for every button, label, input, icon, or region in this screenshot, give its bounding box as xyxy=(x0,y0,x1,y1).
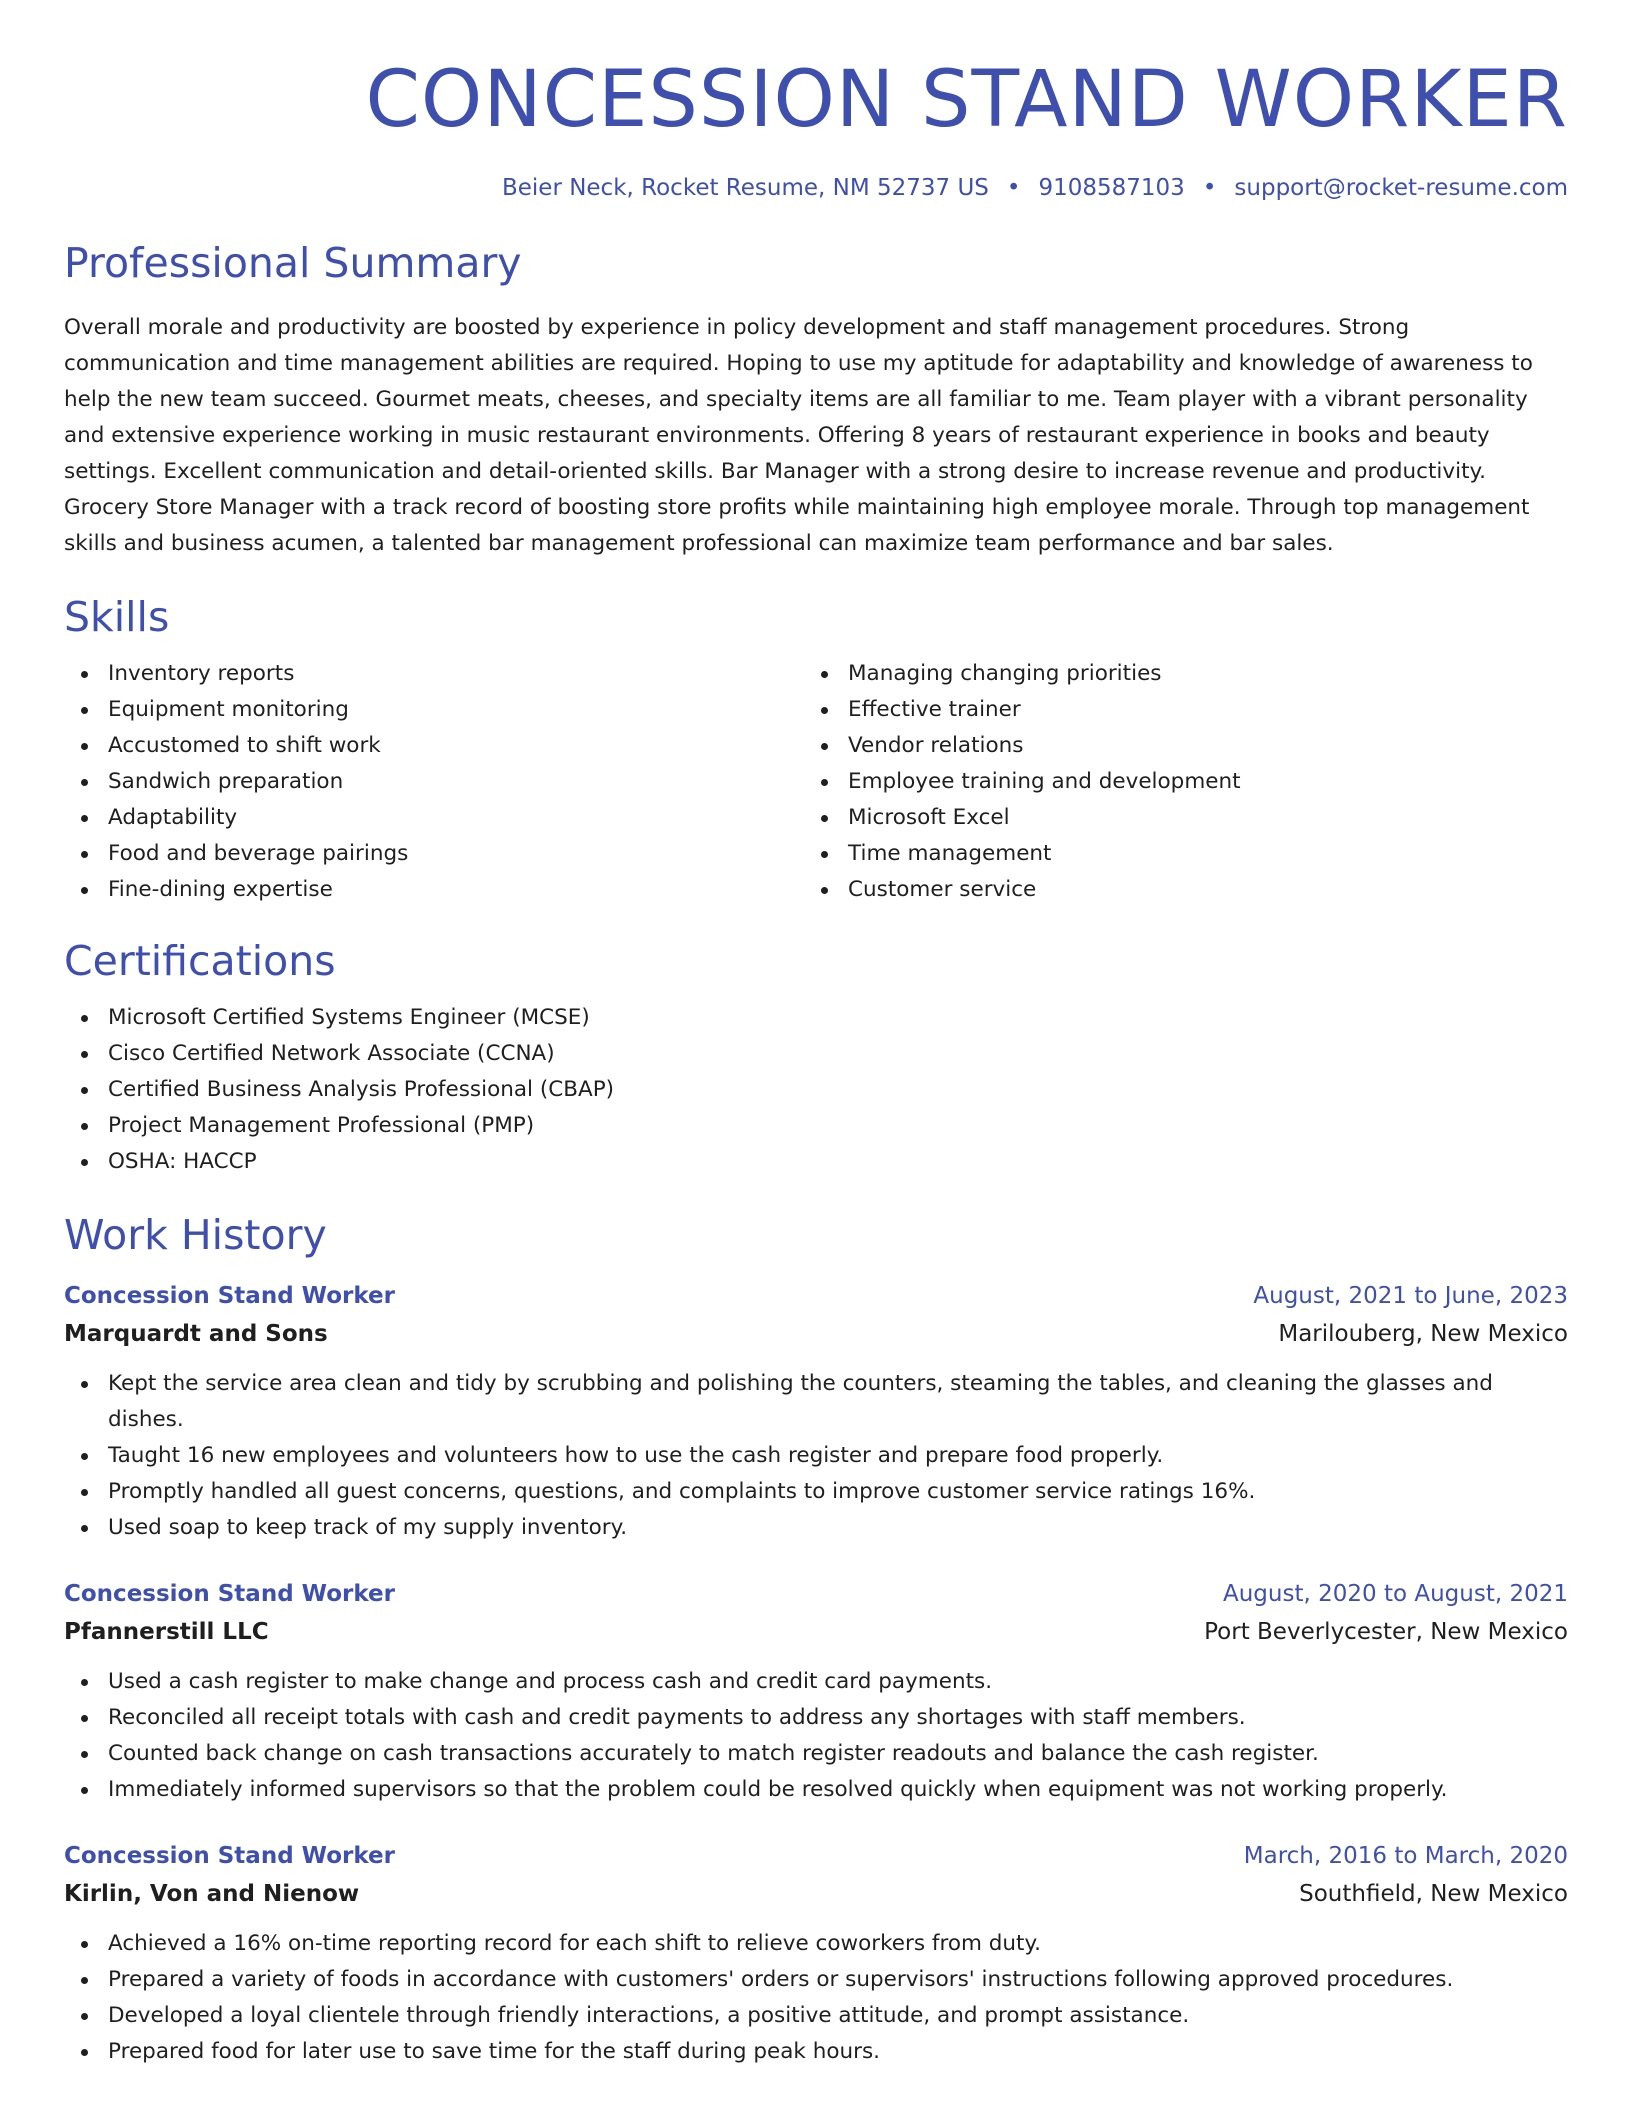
summary-section xyxy=(64,238,1568,562)
job-title-row xyxy=(64,1278,1568,1314)
skill-item: Time management xyxy=(804,836,1544,872)
contact-address: Beier Neck, Rocket Resume, NM 52737 US xyxy=(501,175,989,201)
job-location: Port Beverlycester, New Mexico xyxy=(1204,1619,1568,1645)
job-location: Southfield, New Mexico xyxy=(1299,1881,1568,1907)
job-entry xyxy=(64,1838,1568,2070)
contact-line xyxy=(64,172,1568,204)
job-duty-item: Used a cash register to make change and process cash and credit card payments. xyxy=(64,1664,1568,1700)
skill-item: Food and beverage pairings xyxy=(64,836,804,872)
job-company-row xyxy=(64,1874,1568,1914)
section-title-skills: Skills xyxy=(64,593,170,641)
skills-list-left xyxy=(64,656,804,908)
certifications-section xyxy=(64,936,1568,1180)
contact-phone: 9108587103 xyxy=(1038,175,1185,201)
job-dates: March, 2016 to March, 2020 xyxy=(1243,1843,1568,1869)
job-duties-list xyxy=(64,1366,1568,1546)
skill-item: Fine-dining expertise xyxy=(64,872,804,908)
job-duty-item: Kept the service area clean and tidy by scrubbing and polishing the counters, steaming the tables, and cleaning the glasses and dishes. xyxy=(64,1366,1568,1438)
job-duty-item: Taught 16 new employees and volunteers how to use the cash register and prepare food properly. xyxy=(64,1438,1568,1474)
section-title-certifications: Certifications xyxy=(64,937,336,985)
work-history-section xyxy=(64,1210,1568,2070)
certification-item: Cisco Certified Network Associate (CCNA) xyxy=(64,1036,1568,1072)
job-duties-list xyxy=(64,1926,1568,2070)
skills-section xyxy=(64,592,1568,908)
certification-item: Project Management Professional (PMP) xyxy=(64,1108,1568,1144)
job-duty-item: Reconciled all receipt totals with cash and credit payments to address any shortages with staff members. xyxy=(64,1700,1568,1736)
job-title: Concession Stand Worker xyxy=(64,1843,395,1869)
candidate-name: CONCESSION STAND WORKER xyxy=(365,55,1568,145)
job-title-row xyxy=(64,1838,1568,1874)
job-dates: August, 2021 to June, 2023 xyxy=(1253,1283,1568,1309)
skill-item: Employee training and development xyxy=(804,764,1544,800)
skill-item: Microsoft Excel xyxy=(804,800,1544,836)
certifications-list xyxy=(64,1000,1568,1180)
job-title: Concession Stand Worker xyxy=(64,1283,395,1309)
skill-item: Managing changing priorities xyxy=(804,656,1544,692)
job-company-row xyxy=(64,1314,1568,1354)
job-duty-item: Prepared food for later use to save time for the staff during peak hours. xyxy=(64,2034,1568,2070)
job-location: Marilouberg, New Mexico xyxy=(1278,1321,1568,1347)
job-entry xyxy=(64,1576,1568,1808)
job-duty-item: Used soap to keep track of my supply inventory. xyxy=(64,1510,1568,1546)
skill-item: Accustomed to shift work xyxy=(64,728,804,764)
skill-item: Effective trainer xyxy=(804,692,1544,728)
certification-item: OSHA: HACCP xyxy=(64,1144,1568,1180)
job-company: Marquardt and Sons xyxy=(64,1321,328,1347)
certification-item: Certified Business Analysis Professional (CBAP) xyxy=(64,1072,1568,1108)
skill-item: Sandwich preparation xyxy=(64,764,804,800)
job-duty-item: Achieved a 16% on-time reporting record for each shift to relieve coworkers from duty. xyxy=(64,1926,1568,1962)
job-duty-item: Immediately informed supervisors so that the problem could be resolved quickly when equipment was not working properly. xyxy=(64,1772,1568,1808)
section-title-work-history: Work History xyxy=(64,1211,327,1259)
certification-item: Microsoft Certified Systems Engineer (MCSE) xyxy=(64,1000,1568,1036)
job-company: Pfannerstill LLC xyxy=(64,1619,269,1645)
job-duty-item: Developed a loyal clientele through friendly interactions, a positive attitude, and prompt assistance. xyxy=(64,1998,1568,2034)
skill-item: Adaptability xyxy=(64,800,804,836)
job-duties-list xyxy=(64,1664,1568,1808)
skill-item: Equipment monitoring xyxy=(64,692,804,728)
resume-header xyxy=(64,0,1568,204)
contact-separator: • xyxy=(1006,175,1021,201)
job-duty-item: Prepared a variety of foods in accordance with customers' orders or supervisors' instructions following approved procedures. xyxy=(64,1962,1568,1998)
skill-item: Vendor relations xyxy=(804,728,1544,764)
job-company-row xyxy=(64,1612,1568,1652)
contact-email[interactable]: support@rocket-resume.com xyxy=(1234,175,1568,201)
job-entry xyxy=(64,1278,1568,1546)
job-company: Kirlin, Von and Nienow xyxy=(64,1881,360,1907)
skills-list-right xyxy=(804,656,1544,908)
job-title-row xyxy=(64,1576,1568,1612)
job-duty-item: Promptly handled all guest concerns, questions, and complaints to improve customer service ratings 16%. xyxy=(64,1474,1568,1510)
skills-grid xyxy=(64,656,1568,908)
job-dates: August, 2020 to August, 2021 xyxy=(1223,1581,1568,1607)
skill-item: Customer service xyxy=(804,872,1544,908)
job-duty-item: Counted back change on cash transactions accurately to match register readouts and balance the cash register. xyxy=(64,1736,1568,1772)
contact-separator: • xyxy=(1202,175,1217,201)
summary-text: Overall morale and productivity are boosted by experience in policy development and staff management procedures. Strong communication and time management abilities are required. Hoping to use my aptitude for adaptability and knowledge of awareness to help the new team succeed. Gourmet meats, cheeses, and specialty items are all familiar to me. Team player with a vibrant personality and extensive experience working in music restaurant environments. Offering 8 years of restaurant experience in books and beauty settings. Excellent communication and detail-oriented skills. Bar Manager with a strong desire to increase revenue and productivity. Grocery Store Manager with a track record of boosting store profits while maintaining high employee morale. Through top management skills and business acumen, a talented bar management professional can maximize team performance and bar sales. xyxy=(64,315,1533,556)
job-title: Concession Stand Worker xyxy=(64,1581,395,1607)
section-title-summary: Professional Summary xyxy=(64,239,522,287)
skill-item: Inventory reports xyxy=(64,656,804,692)
